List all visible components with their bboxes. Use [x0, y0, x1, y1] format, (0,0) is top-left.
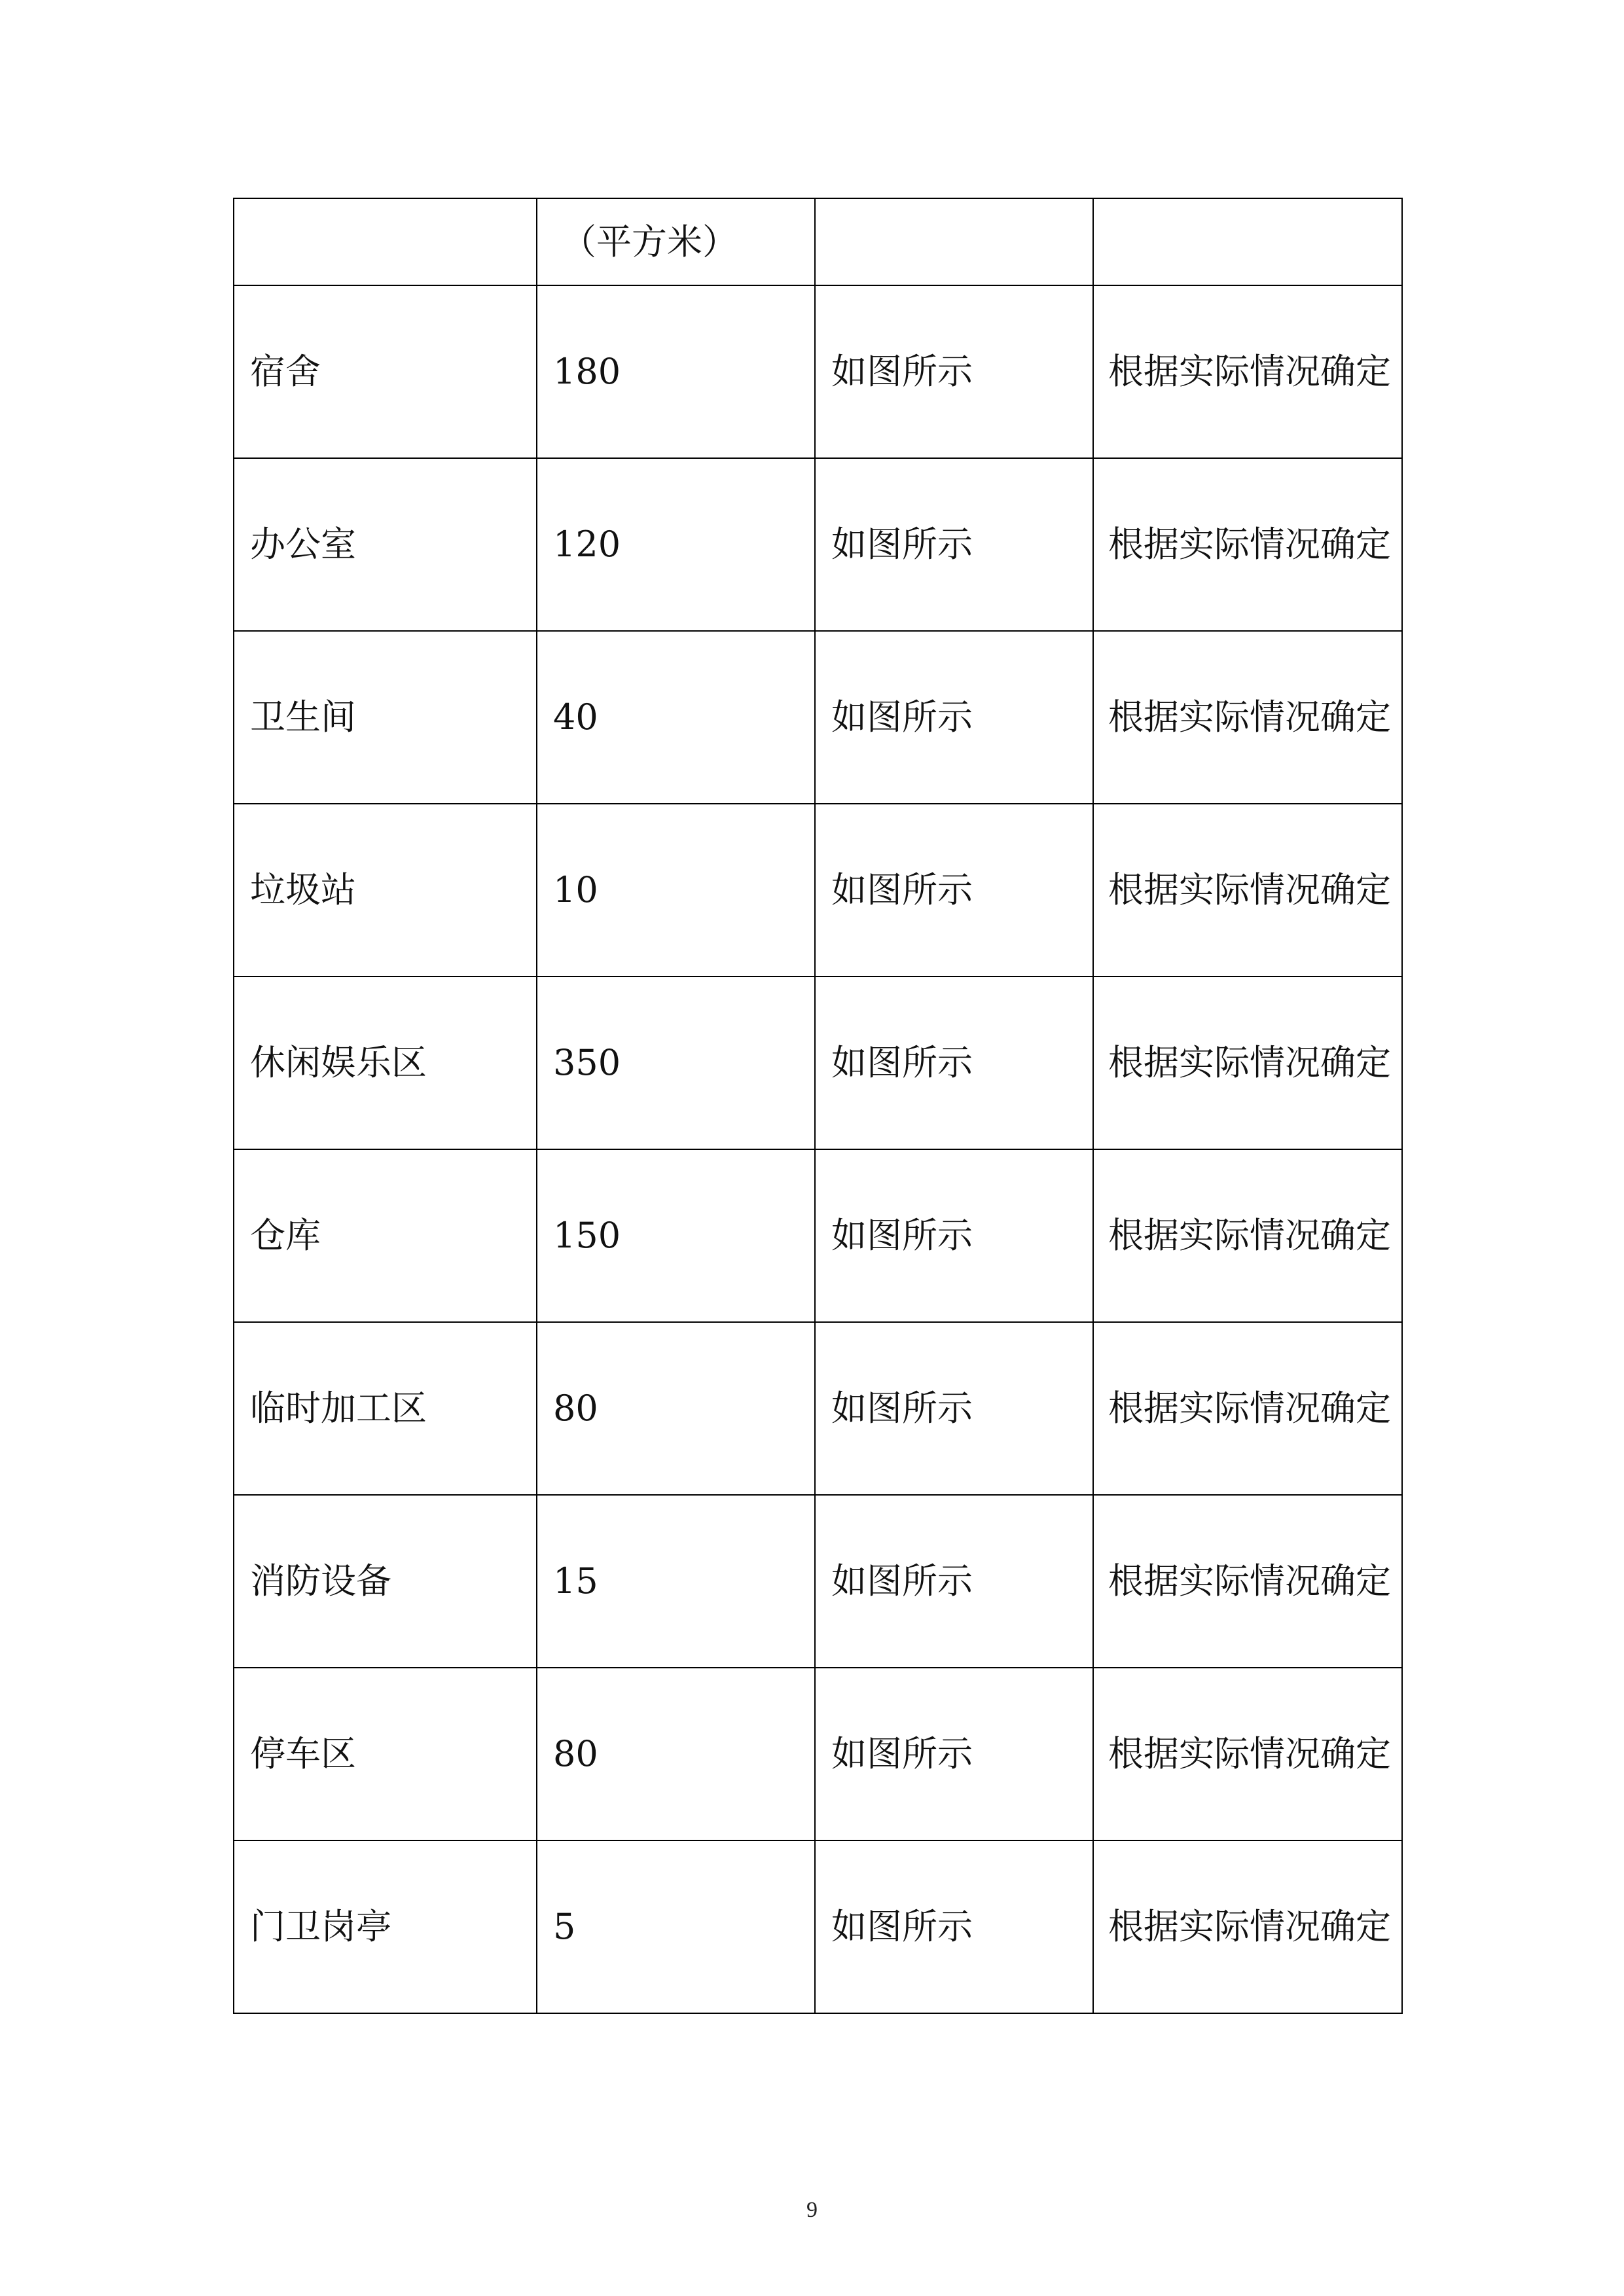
layout-cell: 如图所示 — [815, 1840, 1093, 2013]
table-row — [234, 285, 1402, 458]
header-cell-name — [234, 198, 537, 285]
area-cell: 80 — [537, 1668, 815, 1840]
table-row — [234, 1322, 1402, 1495]
area-cell: 120 — [537, 458, 815, 631]
table-row — [234, 804, 1402, 977]
page-number: 9 — [806, 2198, 818, 2222]
table-row — [234, 631, 1402, 804]
facility-name-cell: 办公室 — [234, 458, 537, 631]
area-cell: 150 — [537, 1149, 815, 1322]
header-cell-layout — [815, 198, 1093, 285]
header-cell-area-unit: （平方米） — [537, 198, 815, 285]
note-cell: 根据实际情况确定 — [1093, 1495, 1402, 1668]
area-cell: 5 — [537, 1840, 815, 2013]
layout-cell: 如图所示 — [815, 1495, 1093, 1668]
facility-name-cell: 停车区 — [234, 1668, 537, 1840]
facility-name-cell: 仓库 — [234, 1149, 537, 1322]
area-cell: 40 — [537, 631, 815, 804]
table-row — [234, 1668, 1402, 1840]
area-cell: 350 — [537, 977, 815, 1149]
layout-cell: 如图所示 — [815, 1668, 1093, 1840]
note-cell: 根据实际情况确定 — [1093, 1149, 1402, 1322]
note-cell: 根据实际情况确定 — [1093, 1840, 1402, 2013]
layout-cell: 如图所示 — [815, 285, 1093, 458]
facility-name-cell: 休闲娱乐区 — [234, 977, 537, 1149]
table-header-row — [234, 198, 1402, 285]
note-cell: 根据实际情况确定 — [1093, 285, 1402, 458]
layout-cell: 如图所示 — [815, 631, 1093, 804]
layout-cell: 如图所示 — [815, 1322, 1093, 1495]
table-row — [234, 458, 1402, 631]
layout-cell: 如图所示 — [815, 1149, 1093, 1322]
note-cell: 根据实际情况确定 — [1093, 1668, 1402, 1840]
area-cell: 180 — [537, 285, 815, 458]
table-row — [234, 1495, 1402, 1668]
area-cell: 80 — [537, 1322, 815, 1495]
layout-cell: 如图所示 — [815, 977, 1093, 1149]
area-cell: 15 — [537, 1495, 815, 1668]
note-cell: 根据实际情况确定 — [1093, 458, 1402, 631]
note-cell: 根据实际情况确定 — [1093, 804, 1402, 977]
area-cell: 10 — [537, 804, 815, 977]
facility-name-cell: 宿舍 — [234, 285, 537, 458]
table-row — [234, 977, 1402, 1149]
facility-name-cell: 垃圾站 — [234, 804, 537, 977]
note-cell: 根据实际情况确定 — [1093, 977, 1402, 1149]
facility-name-cell: 门卫岗亭 — [234, 1840, 537, 2013]
table-row — [234, 1840, 1402, 2013]
layout-cell: 如图所示 — [815, 804, 1093, 977]
facility-area-table — [233, 198, 1403, 2014]
facility-name-cell: 卫生间 — [234, 631, 537, 804]
note-cell: 根据实际情况确定 — [1093, 1322, 1402, 1495]
facility-name-cell: 临时加工区 — [234, 1322, 537, 1495]
layout-cell: 如图所示 — [815, 458, 1093, 631]
header-cell-note — [1093, 198, 1402, 285]
facility-name-cell: 消防设备 — [234, 1495, 537, 1668]
note-cell: 根据实际情况确定 — [1093, 631, 1402, 804]
table-row — [234, 1149, 1402, 1322]
